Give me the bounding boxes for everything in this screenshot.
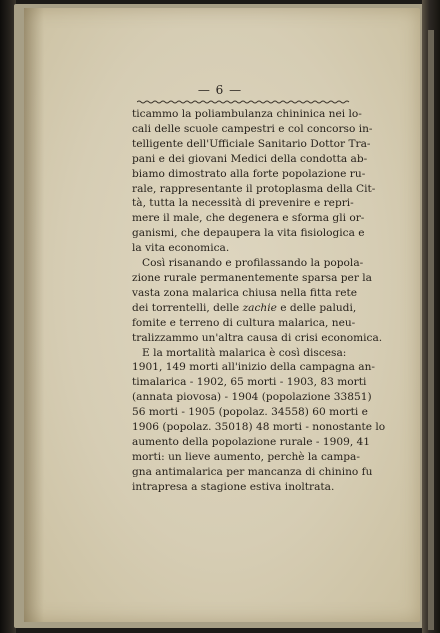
body-text	[132, 107, 386, 495]
text-line: aumento della popolazione rurale - 1909, 41	[132, 435, 371, 448]
text-line: E la mortalità malarica è così discesa:	[142, 346, 347, 359]
text-line: 56 morti - 1905 (popolaz. 34558) 60 morti e	[132, 406, 368, 419]
text-line: timalarica - 1902, 65 morti - 1903, 83 morti	[132, 376, 367, 389]
text-line: tà, tutta la necessità di prevenire e repri-	[132, 197, 354, 210]
text-line: vasta zona malarica chiusa nella fitta rete	[132, 286, 358, 299]
text-line: cali delle scuole campestri e col concorso in-	[132, 122, 373, 135]
text-line: ganismi, che depaupera la vita fisiologica e	[132, 227, 365, 240]
text-line: morti: un lieve aumento, perchè la campa-	[132, 450, 360, 463]
text-line: ticammo la poliambulanza chininica nei lo-	[132, 108, 362, 120]
page-number: — 6 —	[197, 83, 243, 97]
text-line: 1906 (popolaz. 35018) 48 morti - nonostante lo	[132, 421, 386, 434]
text-line: Così risanando e profilassando la popola-	[142, 257, 364, 270]
text-line: tralizzammo un'altra causa di crisi economica.	[132, 331, 383, 344]
text-line: gna antimalarica per mancanza di chinino fu	[132, 465, 373, 478]
text-line: zione rurale permanentemente sparsa per la	[132, 271, 372, 284]
text-line: fomite e terreno di cultura malarica, neu-	[132, 316, 356, 329]
text-line: pani e dei giovani Medici della condotta ab-	[132, 152, 368, 165]
text-line: la vita economica.	[132, 242, 230, 255]
text-line: 1901, 149 morti all'inizio della campagna an-	[132, 361, 376, 374]
page-gutter-shadow	[24, 8, 44, 622]
italic-word: zachie	[242, 301, 277, 314]
text-line: mere il male, che degenera e sforma gli or-	[132, 212, 365, 225]
spine-strip	[427, 30, 434, 630]
text-fragment: e delle paludi,	[280, 301, 357, 314]
text-line: rale, rappresentante il protoplasma della Cit-	[132, 182, 376, 195]
text-fragment: dei torrentelli, delle	[132, 301, 240, 314]
text-line	[132, 301, 357, 316]
header-rule	[137, 100, 350, 104]
text-line: telligente dell'Ufficiale Sanitario Dottor Tra-	[132, 137, 371, 150]
text-line: intrapresa a stagione estiva inoltrata.	[132, 480, 335, 493]
text-line: biamo dimostrato alla forte popolazione ru-	[132, 167, 366, 180]
text-line: (annata piovosa) - 1904 (popolazione 33851)	[132, 391, 372, 404]
